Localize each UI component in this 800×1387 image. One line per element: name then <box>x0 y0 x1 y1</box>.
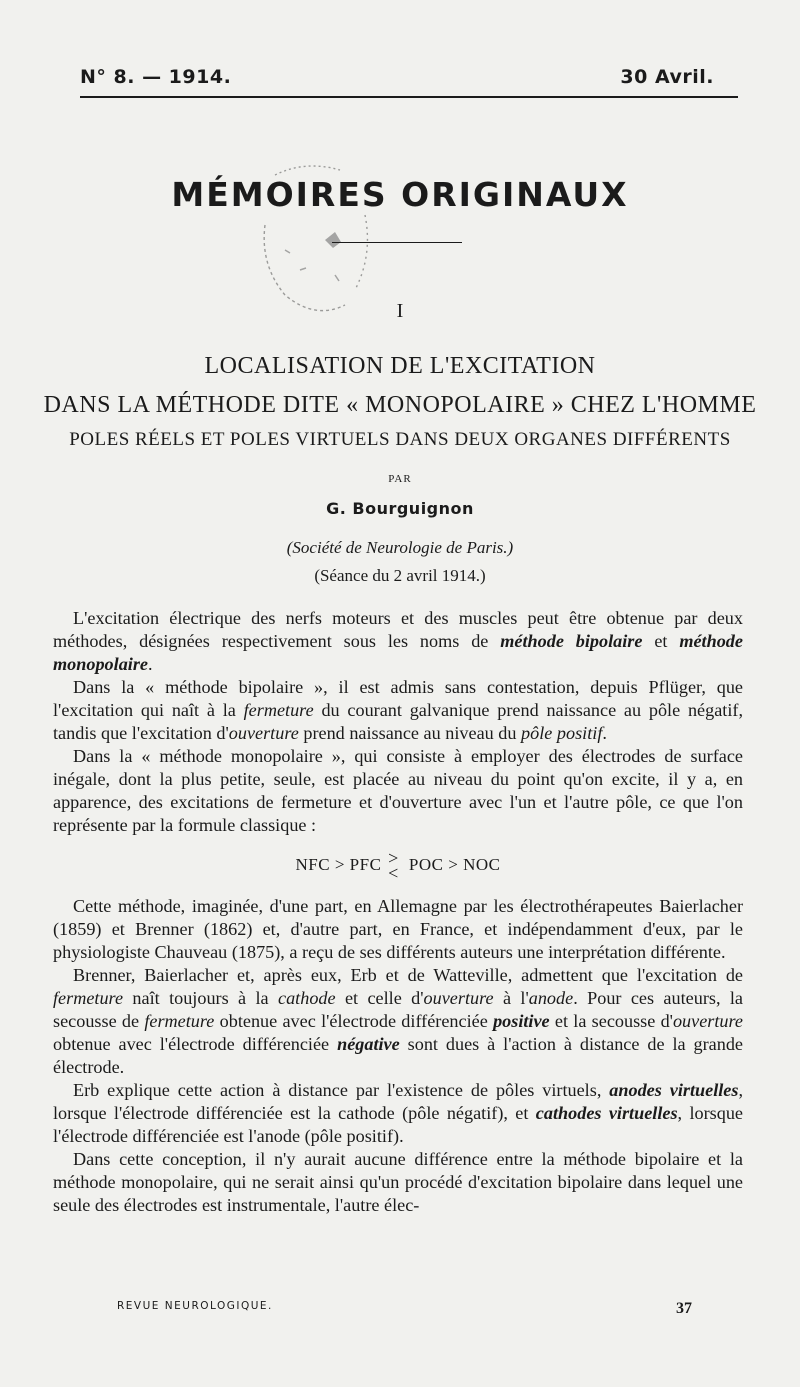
byline-par: PAR <box>388 473 412 485</box>
formula <box>53 848 743 884</box>
article-body <box>53 607 743 1217</box>
society-note: (Société de Neurologie de Paris.) <box>286 538 514 557</box>
paragraph: Brenner, Baierlacher et, après eux, Erb et de Watteville, admettent que l'excitation de fermeture naît toujours à la cathode et celle d'ouverture à l'anode. Pour ces auteurs, la secousse de fermeture obtenue avec l'électrode différenciée positive et la secousse d'ouverture obtenue avec l'électrode différenciée négative sont dues à l'action à distance de la grande électrode. <box>53 965 744 1077</box>
article-title-line-2: DANS LA MÉTHODE DITE « MONOPOLAIRE » CHEZ L'HOMME <box>43 392 757 418</box>
formula-comparator: > < <box>388 848 399 884</box>
page-number: 37 <box>676 1300 692 1317</box>
formula-left: NFC > PFC <box>295 855 382 874</box>
session-date: (Séance du 2 avril 1914.) <box>314 566 486 585</box>
issue-number: N° 8. — 1914. <box>80 66 232 88</box>
section-title: MÉMOIRES ORIGINAUX <box>171 175 629 214</box>
section-rule <box>332 242 462 243</box>
issue-date: 30 Avril. <box>620 66 714 88</box>
header-rule <box>80 96 738 98</box>
article-title-line-1: LOCALISATION DE L'EXCITATION <box>204 353 596 379</box>
paragraph: Dans la « méthode monopolaire », qui consiste à employer des électrodes de surface inégale, dont la plus petite, seule, est placée au niveau du point qu'on excite, il y a, en apparence, des excitations de fermeture et d'ouverture avec l'un et l'autre pôle, ce que l'on représente par la formule classique : <box>53 746 743 835</box>
formula-right: POC > NOC <box>408 855 501 874</box>
paragraph: Dans la « méthode bipolaire », il est admis sans contestation, depuis Pflüger, que l'excitation qui naît à la fermeture du courant galvanique prend naissance au pôle négatif, tandis que l'excitation d'ouverture prend naissance au niveau du pôle positif. <box>53 677 743 743</box>
paragraph: L'excitation électrique des nerfs moteurs et des muscles peut être obtenue par deux méthodes, désignées respectivement sous les noms de méthode bipolaire et méthode monopolaire. <box>53 608 743 674</box>
article-number: I <box>396 300 404 322</box>
paragraph: Cette méthode, imaginée, d'une part, en Allemagne par les électrothérapeutes Baierlacher (1859) et Brenner (1862) et, d'autre part, en France, et indépendamment d'eux, par le physiologiste Chauveau (1875), a reçu de ses différents auteurs une interprétation différente. <box>53 896 743 962</box>
article-subtitle: POLES RÉELS ET POLES VIRTUELS DANS DEUX ORGANES DIFFÉRENTS <box>69 429 731 450</box>
journal-name: REVUE NEUROLOGIQUE. <box>117 1300 273 1312</box>
paragraph: Erb explique cette action à distance par l'existence de pôles virtuels, anodes virtuelles, lorsque l'électrode différenciée est la cathode (pôle négatif), et cathodes virtuelles, lorsque l'électrode différenciée est l'anode (pôle positif). <box>53 1080 744 1146</box>
paragraph: Dans cette conception, il n'y aurait aucune différence entre la méthode bipolaire et la méthode monopolaire, qui ne serait ainsi qu'un procédé d'excitation bipolaire dans lequel une seule des électrodes est instrumentale, l'autre élec- <box>53 1149 743 1215</box>
author-name: G. Bourguignon <box>326 499 474 518</box>
